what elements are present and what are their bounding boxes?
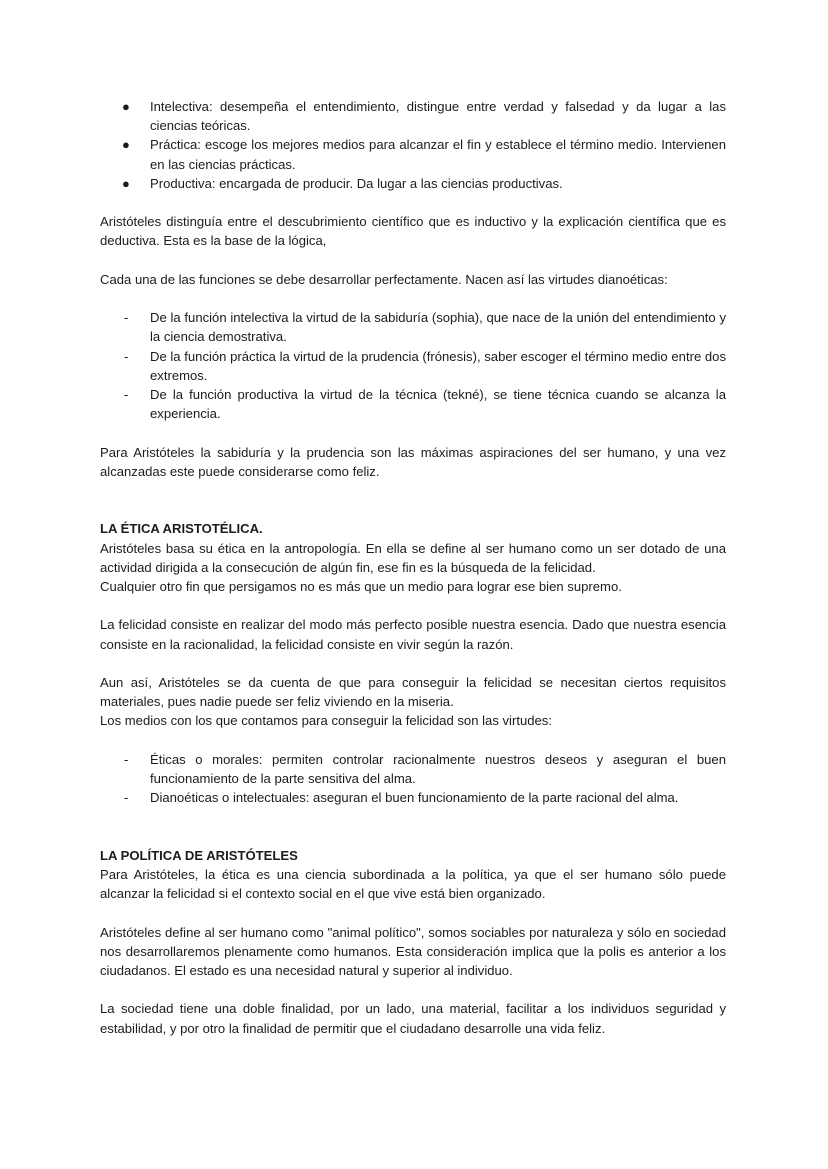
- list-item-text: Productiva: encargada de producir. Da lugar a las ciencias productivas.: [150, 175, 563, 191]
- paragraph: Aun así, Aristóteles se da cuenta de que para conseguir la felicidad se necesitan ciertos requisitos materiales, pues nadie puede ser feliz viviendo en la miseria.: [100, 674, 726, 710]
- paragraph: Aristóteles define al ser humano como "animal político", somos sociables por naturaleza y sólo en sociedad nos desarrollaremos plenamente como humanos. Esta consideración implica que la polis es anterior a los ciudadanos. El estado es una necesidad natural y superior al individuo.: [100, 924, 726, 978]
- bullet-icon: ●: [122, 137, 130, 153]
- list-item: [100, 788, 726, 807]
- virtues-list: [100, 308, 726, 423]
- list-item: [100, 347, 726, 385]
- paragraph: Cualquier otro fin que persigamos no es más que un medio para lograr ese bien supremo.: [100, 579, 622, 594]
- list-item: [100, 385, 726, 423]
- list-item-text: De la función productiva la virtud de la técnica (tekné), se tiene técnica cuando se alcanza la experiencia.: [150, 387, 726, 422]
- list-item: [100, 174, 726, 193]
- paragraph: Los medios con los que contamos para conseguir la felicidad son las virtudes:: [100, 713, 552, 729]
- dash-icon: -: [124, 790, 129, 806]
- list-item-text: De la función práctica la virtud de la prudencia (frónesis), saber escoger el término medio entre dos extremos.: [150, 348, 726, 383]
- list-item-text: Intelectiva: desempeña el entendimiento, distingue entre verdad y falsedad y da lugar a las ciencias teóricas.: [150, 99, 726, 134]
- list-item: [100, 750, 726, 788]
- paragraph: La sociedad tiene una doble finalidad, por un lado, una material, facilitar a los individuos seguridad y estabilidad, y por otro la finalidad de permitir que el ciudadano desarrolle una vida feliz.: [100, 1001, 726, 1036]
- document-page: [100, 97, 726, 1038]
- paragraph: Para Aristóteles la sabiduría y la prudencia son las máximas aspiraciones del ser humano, y una vez alcanzadas este puede considerarse como feliz.: [100, 444, 726, 479]
- paragraph: Aristóteles distinguía entre el descubrimiento científico que es inductivo y la explicación científica que es deductiva. Esta es la base de la lógica,: [100, 214, 726, 249]
- paragraph: Para Aristóteles, la ética es una ciencia subordinada a la política, ya que el ser humano sólo puede alcanzar la felicidad si el contexto social en el que vive está bien organizado.: [100, 866, 726, 902]
- dash-icon: -: [124, 751, 129, 767]
- dash-icon: -: [124, 387, 129, 402]
- list-item: [100, 308, 726, 346]
- dash-icon: -: [124, 348, 129, 364]
- bullet-icon: ●: [122, 99, 130, 114]
- list-item-text: Práctica: escoge los mejores medios para alcanzar el fin y establece el término medio. Intervienen en las ciencias prácticas.: [150, 137, 726, 172]
- bullet-icon: ●: [122, 175, 130, 191]
- functions-list: [100, 97, 726, 193]
- paragraph: La felicidad consiste en realizar del modo más perfecto posible nuestra esencia. Dado que nuestra esencia consiste en la racionalidad, la felicidad consiste en vivir según la razón.: [100, 617, 726, 652]
- list-item-text: De la función intelectiva la virtud de la sabiduría (sophia), que nace de la unión del entendimiento y la ciencia demostrativa.: [150, 310, 726, 345]
- list-item-text: Éticas o morales: permiten controlar racionalmente nuestros deseos y aseguran el buen funcionamiento de la parte sensitiva del alma.: [150, 751, 726, 786]
- section-heading-politica: LA POLÍTICA DE ARISTÓTELES: [100, 847, 298, 863]
- list-item: [100, 97, 726, 135]
- list-item-text: Dianoéticas o intelectuales: aseguran el buen funcionamiento de la parte racional del alma.: [150, 790, 679, 806]
- list-item: [100, 135, 726, 173]
- dash-icon: -: [124, 310, 129, 326]
- paragraph: Aristóteles basa su ética en la antropología. En ella se define al ser humano como un ser dotado de una actividad dirigida a la consecución de algún fin, ese fin es la búsqueda de la felicidad.: [100, 540, 726, 575]
- ethics-virtues-list: [100, 750, 726, 808]
- paragraph: Cada una de las funciones se debe desarrollar perfectamente. Nacen así las virtudes dianoéticas:: [100, 271, 668, 287]
- section-heading-etica: LA ÉTICA ARISTOTÉLICA.: [100, 521, 263, 537]
